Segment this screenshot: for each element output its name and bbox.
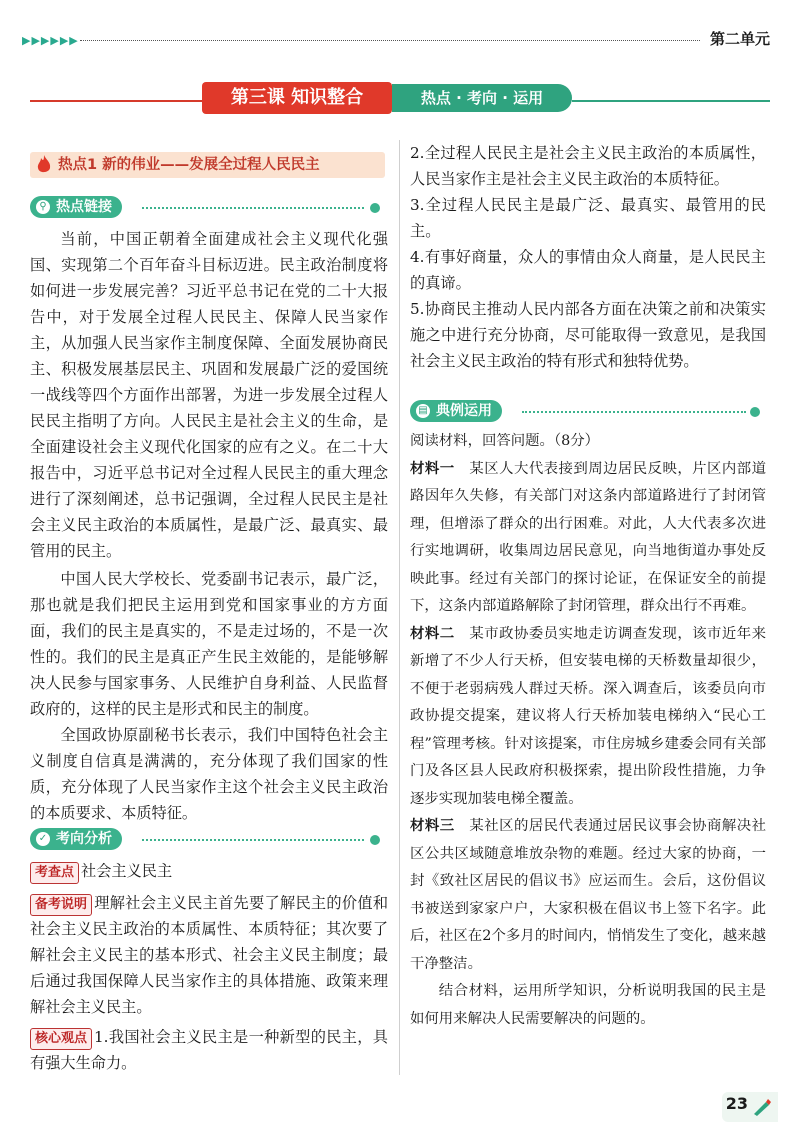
material-text: 某区人大代表接到周边居民反映，片区内部道路因年久失修，有关部门对这条内部道路进行了封闭管理，但增添了群众的出行困难。对此，人大代表多次进行实地调研，收集周边居民意见，向当地街道办事处反映此事。经过有关部门的探讨论证，在保证安全的前提下，这条内部道路解除了封闭管理，群众出行不再难。 — [410, 460, 766, 614]
section-hot-link: 热点链接 — [30, 196, 122, 218]
lesson-subtitle: 热点 · 考向 · 运用 — [392, 84, 572, 112]
question-prompt: 阅读材料，回答问题。（8分） — [410, 433, 600, 449]
header-arrows: ▶▶▶▶▶▶ — [22, 34, 79, 47]
material-tag: 材料一 — [410, 460, 455, 477]
page-number: 23 — [725, 1094, 748, 1113]
section-rule — [522, 411, 746, 413]
material-item — [410, 813, 766, 978]
hotspot-title: 热点1 新的伟业——发展全过程人民民主 — [58, 157, 320, 173]
prep-tag: 备考说明 — [30, 894, 92, 916]
core-tag: 核心观点 — [30, 1028, 92, 1050]
list-item: 4.有事好商量，众人的事情由众人商量，是人民民主的真谛。 — [410, 248, 766, 292]
section-rule — [142, 207, 364, 209]
unit-title: 第二单元 — [709, 30, 770, 48]
column-divider — [399, 140, 400, 1075]
pen-icon — [752, 1098, 772, 1116]
chevron-down-icon — [370, 835, 380, 845]
check-icon: ✓ — [36, 832, 50, 846]
paragraph: 中国人民大学校长、党委副书记表示，最广泛，那也就是我们把民主运用到党和国家事业的方方面面，我们的民主是真实的，不是走过场的，不是一次性的。我们的民主是真正产生民主效能的，是能够解决人民参与国家事务、人民维护自身利益、人民监督政府的，这样的民主是形式和民主的制度。 — [30, 570, 388, 718]
exam-point — [30, 858, 388, 884]
example-body — [410, 428, 766, 1033]
section-rule — [142, 839, 364, 841]
title-rule-right — [572, 100, 770, 102]
material-tag: 材料三 — [410, 818, 455, 834]
title-rule-left — [30, 100, 202, 102]
question-text: 结合材料，运用所学知识，分析说明我国的民主是如何用来解决人民需要解决的问题的。 — [410, 983, 766, 1027]
book-icon: ▤ — [416, 404, 430, 418]
section-analysis: 考向分析 — [30, 828, 122, 850]
list-item: 5.协商民主推动人民内部各方面在决策之前和决策实施之中进行充分协商，尽可能取得一致意见，是我国社会主义民主政治的特有形式和独特优势。 — [410, 300, 766, 370]
material-text: 某社区的居民代表通过居民议事会协商解决社区公共区域随意堆放杂物的难题。经过大家的协商，一封《致社区居民的倡议书》应运而生。会后，这份倡议书被送到家家户户，大家积极在倡议书上签下名字。此后，社区在2个多月的时间内，悄悄发生了变化，越来越干净整洁。 — [410, 818, 766, 972]
core-view — [30, 1024, 388, 1076]
list-item: 2.全过程人民民主是社会主义民主政治的本质属性，人民当家作主是社会主义民主政治的本质特征。 — [410, 144, 766, 188]
prep-note — [30, 890, 388, 1020]
material-text: 某市政协委员实地走访调查发现，该市近年来新增了不少人行天桥，但安装电梯的天桥数量却很少，不便于老弱病残人群过天桥。深入调查后，该委员向市政协提交提案，建议将人行天桥加装电梯纳入“民心工程”管理考核。针对该提案，市住房城乡建委会同有关部门及各区县人民政府积极探索，提出阶段性措施，力争逐步实现加装电梯全覆盖。 — [410, 625, 766, 807]
section-example: 典例运用 — [410, 400, 502, 422]
prep-text: 理解社会主义民主首先要了解民主的价值和社会主义民主政治的本质属性、本质特征；其次要了解社会主义民主的基本形式、社会主义民主制度；最后通过我国保障人民当家作主的具体措施、政策来理解社会主义民主。 — [30, 894, 388, 1016]
exam-point-tag: 考查点 — [30, 862, 79, 884]
lesson-title: 第三课 知识整合 — [202, 82, 392, 114]
exam-point-text: 社会主义民主 — [81, 862, 173, 880]
header-rule — [80, 40, 700, 41]
chevron-down-icon — [750, 407, 760, 417]
flame-icon — [36, 155, 52, 175]
material-tag: 材料二 — [410, 625, 455, 642]
paragraph: 全国政协原副秘书长表示，我们中国特色社会主义制度自信真是满满的，充分体现了我们国家的性质，充分体现了人民当家作主这个社会主义民主政治的本质要求、本质特征。 — [30, 726, 388, 822]
material-item — [410, 621, 766, 814]
list-item: 3.全过程人民民主是最广泛、最真实、最管用的民主。 — [410, 196, 766, 240]
point-list — [410, 140, 766, 374]
chevron-down-icon — [370, 203, 380, 213]
link-icon: ⚲ — [36, 200, 50, 214]
material-item — [410, 456, 766, 621]
core-text: 1.我国社会主义民主是一种新型的民主，具有强大生命力。 — [30, 1028, 388, 1072]
paragraph: 当前，中国正朝着全面建成社会主义现代化强国、实现第二个百年奋斗目标迈进。民主政治制度将如何进一步发展完善？习近平总书记在党的二十大报告中，对于发展全过程人民民主、保障人民当家作主，从加强人民当家作主制度保障、全面发展协商民主、积极发展基层民主、巩固和发展最广泛的爱国统一战线等四个方面作出部署，为进一步发展全过程人民民主指明了方向。人民民主是社会主义的生命，是全面建设社会主义现代化国家的应有之义。在二十大报告中，习近平总书记对全过程人民民主的重大理念进行了深刻阐述，总书记强调，全过程人民民主是社会主义民主政治的本质属性，是最广泛、最真实、最管用的民主。 — [30, 230, 388, 560]
